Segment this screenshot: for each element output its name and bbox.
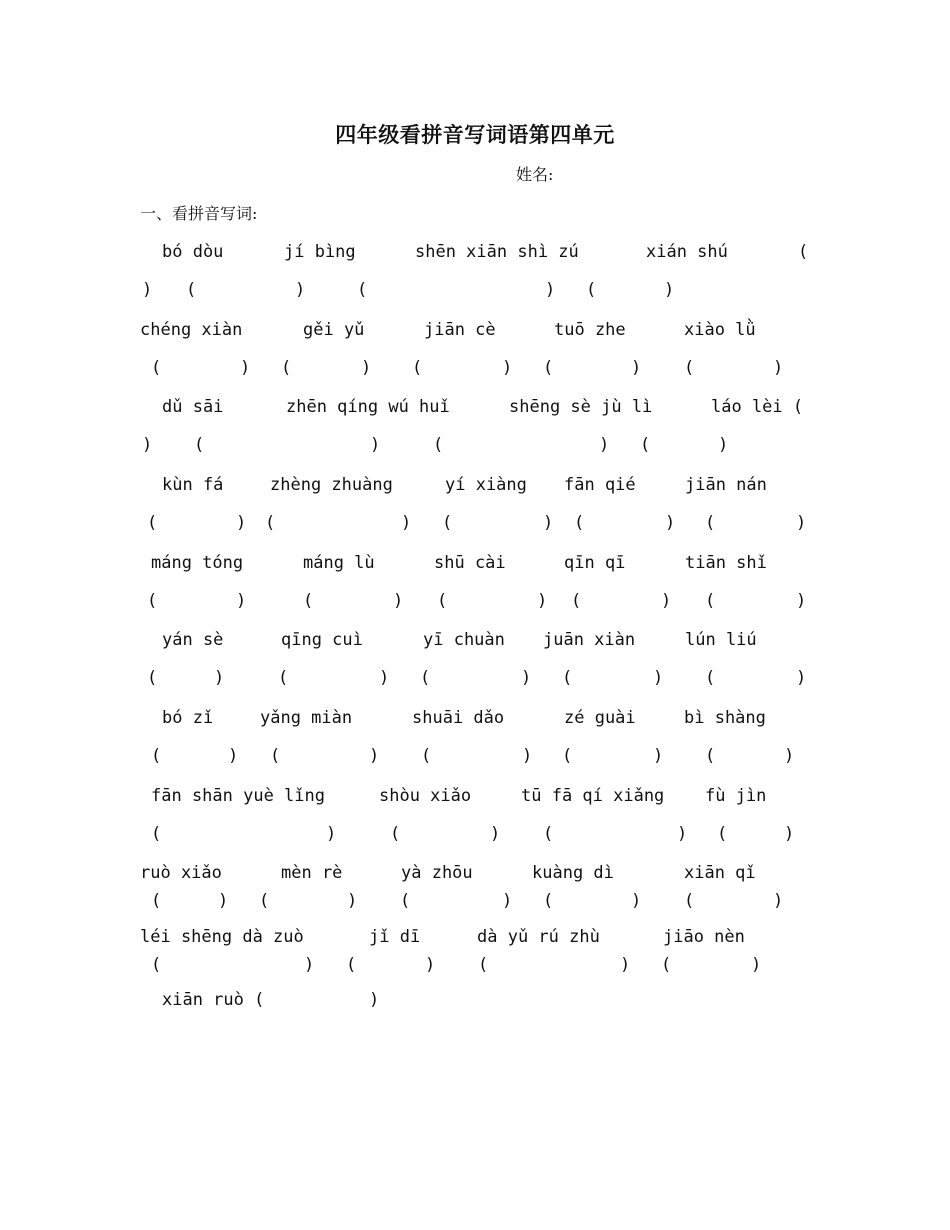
answer-paren-close: ) — [773, 358, 784, 378]
answer-paren-close: ) — [240, 358, 251, 378]
answer-paren-close: ) — [425, 955, 436, 975]
pinyin-word: jí bìng — [284, 242, 356, 262]
pinyin-row — [0, 784, 767, 808]
answer-paren-close: ) — [502, 358, 513, 378]
answer-paren-close: ) — [379, 668, 390, 688]
answer-paren-open: ( — [357, 280, 368, 300]
section-heading: 一、看拼音写词: — [140, 204, 258, 223]
answer-paren-close: ) — [326, 824, 337, 844]
pinyin-word: tū fā qí xiǎng — [521, 786, 665, 806]
answer-row — [0, 953, 762, 977]
answer-paren-open: ( — [684, 358, 695, 378]
pinyin-word: chéng xiàn — [140, 320, 243, 340]
pinyin-word: yǎng miàn — [260, 708, 353, 728]
answer-row — [0, 511, 807, 535]
pinyin-word: dà yǔ rú zhù — [477, 927, 600, 947]
answer-row — [0, 889, 784, 913]
answer-row — [0, 433, 729, 457]
answer-paren-open: ( — [186, 280, 197, 300]
answer-paren-close: ) — [599, 435, 610, 455]
answer-paren-close: ) — [796, 513, 807, 533]
pinyin-word: jiāo nèn — [663, 927, 745, 947]
answer-paren-close: ) — [796, 591, 807, 611]
pinyin-word: yán sè — [162, 630, 224, 650]
pinyin-word: jiān cè — [424, 320, 496, 340]
pinyin-word: zé guài — [564, 708, 636, 728]
answer-paren-close: ) — [537, 591, 548, 611]
pinyin-word: lún liú — [685, 630, 757, 650]
answer-paren-close: ) — [796, 668, 807, 688]
answer-paren-close: ) — [214, 668, 225, 688]
answer-paren-open: ( — [147, 513, 158, 533]
answer-paren-close: ) — [522, 746, 533, 766]
answer-paren-close: ) — [347, 891, 358, 911]
answer-paren-close: ) — [370, 435, 381, 455]
answer-paren-open: ( — [278, 668, 289, 688]
answer-paren-close: ) — [653, 668, 664, 688]
answer-paren-open: ( — [571, 591, 582, 611]
answer-paren-open: ( — [442, 513, 453, 533]
answer-paren-open: ( — [194, 435, 205, 455]
answer-paren-open: ( — [346, 955, 357, 975]
answer-paren-open: ( — [717, 824, 728, 844]
answer-row — [0, 356, 784, 380]
pinyin-row — [0, 988, 380, 1012]
pinyin-word: shēng sè jù lì — [509, 397, 653, 417]
pinyin-word: shòu xiǎo — [379, 786, 472, 806]
answer-paren-close: ) — [142, 435, 153, 455]
answer-paren-open: ( — [478, 955, 489, 975]
answer-paren-open: ( — [151, 358, 162, 378]
pinyin-row — [0, 240, 809, 264]
pinyin-word: yí xiàng — [445, 475, 527, 495]
answer-paren-close: ) — [295, 280, 306, 300]
answer-paren-close: ) — [490, 824, 501, 844]
pinyin-word: qīn qī — [564, 553, 626, 573]
answer-paren-open: ( — [303, 591, 314, 611]
pinyin-word: mèn rè — [281, 863, 343, 883]
pinyin-word: xiān ruò ( — [162, 990, 265, 1010]
answer-row — [0, 822, 795, 846]
pinyin-word: tuō zhe — [554, 320, 626, 340]
answer-paren-close: ) — [543, 513, 554, 533]
answer-paren-close: ) — [784, 824, 795, 844]
answer-paren-open: ( — [562, 746, 573, 766]
answer-paren-close: ) — [773, 891, 784, 911]
answer-paren-open: ( — [437, 591, 448, 611]
answer-paren-close: ) — [620, 955, 631, 975]
answer-paren-open: ( — [151, 891, 162, 911]
answer-paren-close: ) — [228, 746, 239, 766]
pinyin-word: shuāi dǎo — [412, 708, 505, 728]
pinyin-word: máng tóng — [151, 553, 244, 573]
name-label: 姓名: — [516, 165, 554, 184]
pinyin-word: jǐ dī — [369, 927, 421, 947]
answer-paren-close: ) — [393, 591, 404, 611]
pinyin-word: fù jìn — [705, 786, 767, 806]
pinyin-row — [0, 925, 745, 949]
pinyin-word: yī chuàn — [423, 630, 505, 650]
pinyin-word: kuàng dì — [532, 863, 614, 883]
answer-paren-close: ) — [521, 668, 532, 688]
answer-paren-close: ) — [369, 990, 380, 1010]
pinyin-row — [0, 318, 756, 342]
answer-paren-close: ) — [236, 591, 247, 611]
pinyin-word: zhēn qíng wú huǐ — [286, 397, 450, 417]
pinyin-word: ruò xiǎo — [140, 863, 222, 883]
answer-paren-open: ( — [684, 891, 695, 911]
answer-paren-close: ) — [218, 891, 229, 911]
answer-paren-open: ( — [574, 513, 585, 533]
pinyin-word: shēn xiān shì zú — [415, 242, 579, 262]
pinyin-row — [0, 395, 804, 419]
pinyin-word: jiān nán — [685, 475, 767, 495]
pinyin-word: dǔ sāi — [162, 397, 224, 417]
answer-paren-open: ( — [400, 891, 411, 911]
answer-row — [0, 666, 807, 690]
answer-paren-open: ( — [433, 435, 444, 455]
answer-paren-close: ) — [502, 891, 513, 911]
answer-paren-open: ( — [265, 513, 276, 533]
pinyin-word: xiān qǐ — [684, 863, 756, 883]
pinyin-word: láo lèi ( — [711, 397, 804, 417]
pinyin-word: gěi yǔ — [303, 320, 365, 340]
pinyin-word: yà zhōu — [401, 863, 473, 883]
answer-paren-close: ) — [631, 891, 642, 911]
pinyin-word: kùn fá — [162, 475, 224, 495]
answer-paren-open: ( — [259, 891, 270, 911]
answer-paren-open: ( — [543, 891, 554, 911]
answer-paren-close: ) — [661, 591, 672, 611]
pinyin-row — [0, 473, 767, 497]
pinyin-word: bì shàng — [684, 708, 766, 728]
answer-paren-open: ( — [705, 746, 716, 766]
answer-paren-open: ( — [543, 824, 554, 844]
answer-paren-open: ( — [147, 591, 158, 611]
answer-paren-open: ( — [151, 746, 162, 766]
answer-paren-close: ) — [664, 280, 675, 300]
answer-paren-close: ) — [304, 955, 315, 975]
answer-paren-open: ( — [562, 668, 573, 688]
pinyin-word: juān xiàn — [543, 630, 636, 650]
answer-paren-close: ) — [665, 513, 676, 533]
answer-paren-open: ( — [798, 242, 809, 262]
pinyin-word: bó dòu — [162, 242, 224, 262]
pinyin-word: shū cài — [434, 553, 506, 573]
answer-paren-close: ) — [631, 358, 642, 378]
answer-paren-open: ( — [151, 824, 162, 844]
answer-paren-close: ) — [545, 280, 556, 300]
answer-paren-close: ) — [751, 955, 762, 975]
answer-paren-close: ) — [401, 513, 412, 533]
answer-paren-open: ( — [705, 591, 716, 611]
pinyin-word: xián shú — [646, 242, 728, 262]
answer-paren-open: ( — [420, 668, 431, 688]
pinyin-word: zhèng zhuàng — [270, 475, 393, 495]
pinyin-word: bó zǐ — [162, 708, 214, 728]
answer-paren-open: ( — [705, 513, 716, 533]
pinyin-word: qīng cuì — [281, 630, 363, 650]
answer-paren-open: ( — [705, 668, 716, 688]
answer-paren-open: ( — [281, 358, 292, 378]
answer-paren-close: ) — [142, 280, 153, 300]
answer-row — [0, 589, 807, 613]
page-title: 四年级看拼音写词语第四单元 — [335, 122, 615, 147]
answer-paren-open: ( — [586, 280, 597, 300]
answer-paren-open: ( — [270, 746, 281, 766]
pinyin-row — [0, 861, 756, 885]
pinyin-word: fān qié — [564, 475, 636, 495]
pinyin-word: máng lù — [303, 553, 375, 573]
answer-paren-open: ( — [412, 358, 423, 378]
answer-paren-open: ( — [543, 358, 554, 378]
answer-row — [0, 744, 795, 768]
answer-paren-open: ( — [640, 435, 651, 455]
answer-paren-close: ) — [784, 746, 795, 766]
answer-paren-open: ( — [390, 824, 401, 844]
pinyin-word: tiān shǐ — [685, 553, 767, 573]
pinyin-row — [0, 551, 767, 575]
answer-paren-close: ) — [236, 513, 247, 533]
answer-paren-close: ) — [718, 435, 729, 455]
pinyin-row — [0, 628, 757, 652]
pinyin-row — [0, 706, 766, 730]
answer-paren-open: ( — [151, 955, 162, 975]
answer-paren-close: ) — [653, 746, 664, 766]
answer-paren-open: ( — [147, 668, 158, 688]
answer-paren-close: ) — [361, 358, 372, 378]
pinyin-word: xiào lǜ — [684, 320, 756, 340]
answer-paren-close: ) — [677, 824, 688, 844]
answer-paren-open: ( — [421, 746, 432, 766]
answer-paren-close: ) — [369, 746, 380, 766]
answer-paren-open: ( — [661, 955, 672, 975]
pinyin-word: fān shān yuè lǐng — [151, 786, 325, 806]
answer-row — [0, 278, 675, 302]
pinyin-word: léi shēng dà zuò — [140, 927, 304, 947]
